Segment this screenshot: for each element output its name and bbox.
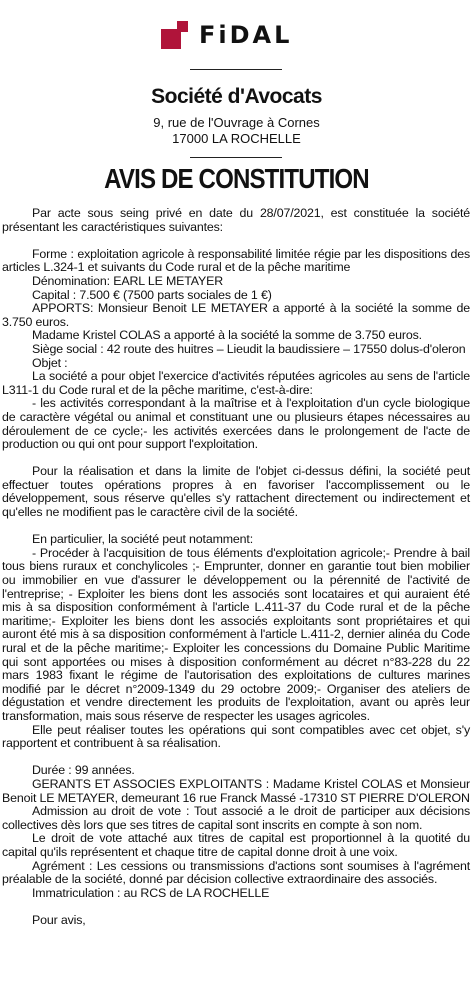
notice-title: AVIS DE CONSTITUTION (104, 163, 369, 194)
paragraph-apport-colas: Madame Kristel COLAS a apporté à la société la somme de 3.750 euros. (32, 328, 422, 343)
paragraph-immatriculation: Immatriculation : au RCS de LA ROCHELLE (32, 885, 270, 900)
notice-body (2, 207, 470, 927)
paragraph-realisation: Pour la réalisation et dans la limite de l'objet ci-dessus défini, la société peut effectuer toutes opérations propres à en favoriser l'accomplissement ou le développement, sous réserve qu'elles s'y rattachent directement ou indirectement et qu'elles ne modifient pas le caractère civil de la société. (2, 464, 470, 520)
address-line-2: 17000 LA ROCHELLE (172, 131, 301, 146)
address-line-1: 9, rue de l'Ouvrage à Cornes (153, 115, 320, 130)
paragraph-droit-vote: Le droit de vote attaché aux titres de capital est proportionnel à la quotité du capital qu'ils représentent et chaque titre de capital donne droit à une voix. (2, 831, 470, 859)
paragraph-operations: - Procéder à l'acquisition de tous éléments d'exploitation agricole;- Prendre à bail tous biens ruraux et conchylicoles ;- Emprunter, donner en garantie tout bien mobilier ou immobilier en vue d'assurer le développement ou la pérennité de l'activité de l'entreprise; - Exploiter les biens dont les associés sont locataires et qui auraient été mis à sa disposition conformément à l'article L.411-37 du Code rural et de la pêche maritime;- Exploiter les biens dont les associés exploitants sont propriétaires et qui auront été mis à sa disposition conformément à l'article L.411-2, dernier alinéa du Code rural et de la pêche maritime;- Exploiter les concessions du Domaine Public Maritime qui sont apportées ou mises à disposition conformément au décret n°83-228 du 22 mars 1983 fixant le régime de l'autorisation des exploitations de cultures marines modifié par le décret n°2009-1349 du 29 octobre 2009;- Organiser des ateliers de dégustation et vendre directement les produits de l'exploitation, avant ou après leur transformation, mais sous réserve de respecter les usages agricoles. (2, 545, 470, 723)
paragraph-capital: Capital : 7.500 € (7500 parts sociales de 1 €) (32, 287, 272, 302)
paragraph-agrement: Agrément : Les cessions ou transmissions d'actions sont soumises à l'agrément préalable de la société, donné par décision collective extraordinaire des associés. (2, 858, 470, 887)
paragraph-pour-avis: Pour avis, (32, 912, 86, 927)
paragraph-en-particulier: En particulier, la société peut notamment: (32, 532, 253, 547)
paragraph-duree: Durée : 99 années. (32, 763, 135, 778)
paragraph-objet-label: Objet : (32, 355, 68, 370)
paragraph-apports: APPORTS: Monsieur Benoit LE METAYER a apporté à la société la somme de 3.750 euros. (2, 301, 470, 329)
paragraph-admission: Admission au droit de vote : Tout associé a le droit de participer aux décisions collectives dès lors que ses titres de capital sont inscrits en compte à son nom. (2, 804, 470, 832)
paragraph-gerants: GERANTS ET ASSOCIES EXPLOITANTS : Madame Kristel COLAS et Monsieur Benoit LE METAYER, demeurant 16 rue Franck Massé -17310 ST PIERRE D'OLERON (2, 776, 470, 805)
paragraph-denomination: Dénomination: EARL LE METAYER (32, 273, 223, 288)
logo-square-icon (161, 21, 189, 49)
paragraph-objet: La société a pour objet l'exercice d'activités réputées agricoles au sens de l'article L311-1 du Code rural et de la pêche maritime, c'est-à-dire: (2, 369, 470, 397)
middle-divider (190, 157, 282, 158)
firm-name: Société d'Avocats (151, 85, 322, 108)
paragraph-activites: - les activités correspondant à la maîtrise et à l'exploitation d'un cycle biologique de caractère végétal ou animal et constituant une ou plusieurs étapes nécessaires au déroulement de ce cycle;- les activités exercées dans le prolongement de l'acte de production ou qui ont pour support l'exploitation. (2, 396, 470, 452)
top-divider (190, 69, 282, 70)
paragraph-forme: Forme : exploitation agricole à responsabilité limitée régie par les dispositions des articles L.324-1 et suivants du Code rural et de la pêche maritime (2, 246, 470, 275)
paragraph-siege: Siège social : 42 route des huitres – Lieudit la baudissiere – 17550 dolus-d'oleron (32, 341, 466, 356)
fidal-logo (161, 19, 292, 51)
logo-wordmark: FiDAL (199, 21, 293, 49)
paragraph-intro: Par acte sous seing privé en date du 28/07/2021, est constituée la société présentant les caractéristiques suivantes: (2, 206, 470, 234)
paragraph-compatibles: Elle peut réaliser toutes les opérations qui sont compatibles avec cet objet, s'y rapportent et contribuent à sa réalisation. (2, 722, 470, 751)
